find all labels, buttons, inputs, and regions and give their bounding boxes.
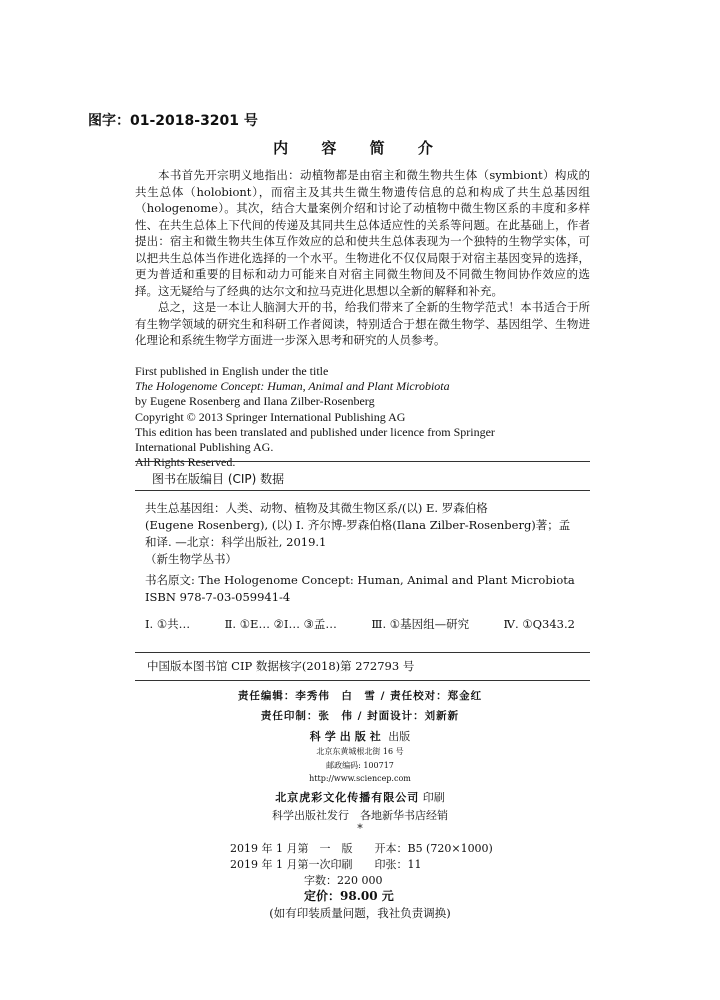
copyright-line: by Eugene Rosenberg and Ilana Zilber-Rosenberg xyxy=(135,394,375,409)
cip-line: 和译. —北京：科学出版社, 2019.1 xyxy=(145,535,327,549)
summary-body xyxy=(135,167,590,349)
separator-star: * xyxy=(357,822,363,835)
cip-isbn: ISBN 978-7-03-059941-4 xyxy=(145,590,291,604)
copyright-line: First published in English under the title xyxy=(135,364,329,378)
publisher-address: 北京东黄城根北街 16 号 xyxy=(316,747,404,756)
cip-class-item: Ⅲ. ①基因组—研究 xyxy=(371,617,470,631)
publisher-line xyxy=(0,728,720,744)
website: http://www.sciencep.com xyxy=(309,774,411,783)
quality-notice: (如有印装质量问题，我社负责调换) xyxy=(269,906,451,920)
editors-line: 责任编辑：李秀伟 白 雪 / 责任校对：郑金红 xyxy=(237,690,483,702)
cip-classification xyxy=(145,616,575,633)
cip-block xyxy=(145,500,575,633)
price: 定价：98.00 元 xyxy=(304,889,394,903)
summary-paragraph-1: 本书首先开宗明义地指出：动植物都是由宿主和微生物共生体（symbiont）构成的共生总体（holobiont），而宿主及其共生微生物遗传信息的总和构成了共生总基因组（hologenome）。其次，结合大量案例介绍和讨论了动植物中微生物区系的丰度和多样性、在共生总体上下代间的传递及其同共生总体适应性的关系等问题。在此基础上，作者提出：宿主和微生物共生体互作效应的总和使共生总体表现为一个独特的生物学实体，可以把共生总体当作进化选择的一个水平。生物进化不仅仅局限于对宿主基因变异的选择，更为普适和重要的目标和动力可能来自对宿主同微生物间及不同微生物间协作效应的选择。这无疑给与了经典的达尔文和拉马克进化思想以全新的解释和补充。 xyxy=(135,168,590,298)
cip-original-title: 书名原文: The Hologenome Concept: Human, Animal and Plant Microbiota xyxy=(145,573,575,587)
copyright-notice xyxy=(135,364,595,470)
publisher-suffix: 出版 xyxy=(388,730,411,743)
divider xyxy=(135,652,590,653)
cip-class-item: Ⅳ. ①Q343.2 xyxy=(503,617,575,631)
cip-class-item: Ⅱ. ①E… ②I… ③孟… xyxy=(224,617,337,631)
china-cip-number: 中国版本图书馆 CIP 数据核字(2018)第 272793 号 xyxy=(147,659,415,673)
edition-info: 2019 年 1 月第 一 版 开本：B5 (720×1000) xyxy=(230,842,493,855)
cip-line: (Eugene Rosenberg), (以) I. 齐尔博-罗森伯格(Ilana Zilber-Rosenberg)著；孟 xyxy=(145,518,571,532)
publisher-logo: 科学出版社 xyxy=(309,730,385,743)
summary-paragraph-2: 总之，这是一本让人脑洞大开的书，给我们带来了全新的生物学范式！本书适合于所有生物学领域的研究生和科研工作者阅读，特别适合于想在微生物学、基因组学、生物进化理论和系统生物学方面进一步深入思考和研究的人员参考。 xyxy=(135,300,590,347)
cip-series: （新生物学丛书） xyxy=(145,552,237,566)
printer-logo: 北京虎彩文化传播有限公司 xyxy=(275,791,420,804)
distribution: 科学出版社发行 各地新华书店经销 xyxy=(272,809,448,822)
original-title: The Hologenome Concept: Human, Animal and Plant Microbiota xyxy=(135,379,450,394)
divider xyxy=(135,490,590,491)
cip-class-item: Ⅰ. ①共… xyxy=(145,617,191,631)
postcode: 邮政编码: 100717 xyxy=(326,761,394,770)
copyright-line: Copyright © 2013 Springer International Publishing AG xyxy=(135,409,406,424)
copyright-line: International Publishing AG. xyxy=(135,440,274,455)
divider xyxy=(135,680,590,681)
divider xyxy=(135,461,590,462)
copyright-line: All Rights Reserved. xyxy=(135,455,236,470)
printing-info: 2019 年 1 月第一次印刷 印张：11 xyxy=(230,858,422,871)
printer-line xyxy=(0,789,720,805)
copyright-line: This edition has been translated and published under licence from Springer xyxy=(135,424,495,439)
registration-number: 图字：01-2018-3201 号 xyxy=(88,113,258,129)
printer-suffix: 印刷 xyxy=(422,791,445,804)
cip-heading: 图书在版编目 (CIP) 数据 xyxy=(152,472,285,486)
summary-title: 内 容 简 介 xyxy=(273,139,447,157)
word-count: 字数：220 000 xyxy=(304,874,383,887)
cip-line: 共生总基因组：人类、动物、植物及其微生物区系/(以) E. 罗森伯格 xyxy=(145,501,488,515)
printing-staff-line: 责任印制：张 伟 / 封面设计：刘新新 xyxy=(260,710,460,722)
